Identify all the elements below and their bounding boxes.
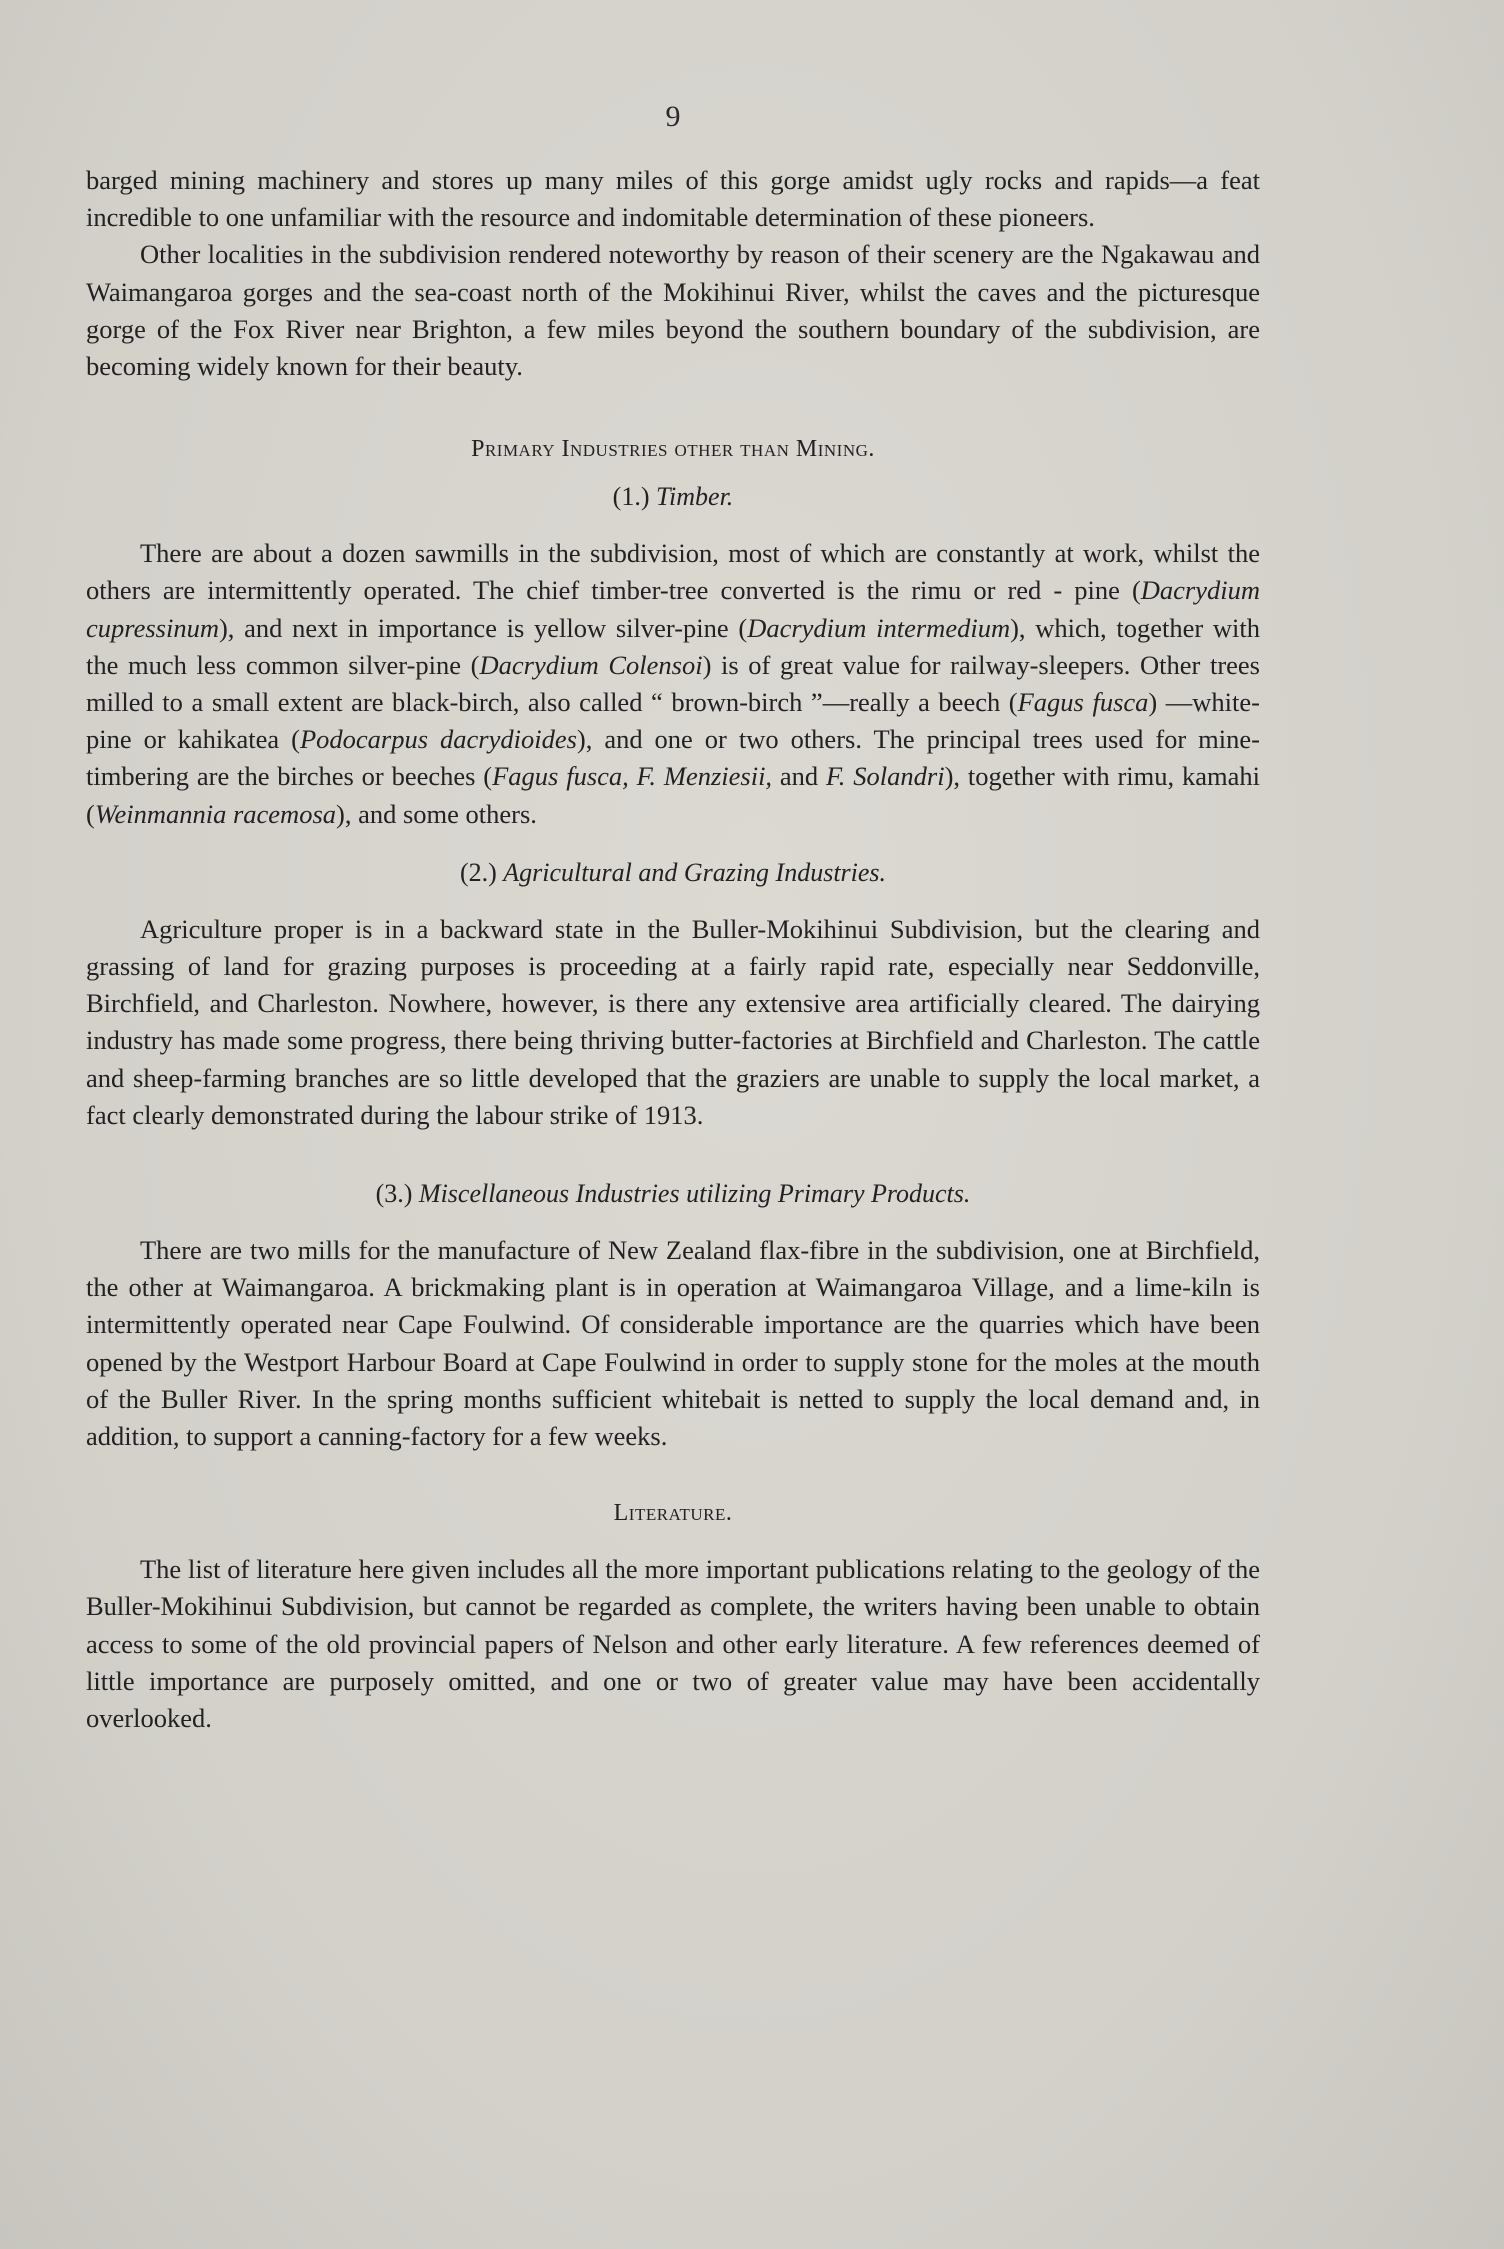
section-number: (3.) xyxy=(375,1179,413,1209)
page-number: 9 xyxy=(665,100,681,133)
species-name: Dacrydium cupressinum xyxy=(86,575,1260,643)
section-number: (1.) xyxy=(612,482,650,512)
paragraph-timber: There are about a dozen sawmills in the subdivision, most of which are constantly at work, whilst the others are intermittently operated. The chief timber-tree converted is the rimu or red - pine (Dacrydium cupressinum), and next in importance is yellow silver-pine (Dacrydium intermedium), which, together with the much less common silver-pine (Dacrydium Colensoi) is of great value for railway-sleepers. Other trees milled to a small extent are black-birch, also called “ brown-birch ”—really a beech (Fagus fusca) —white-pine or kahikatea (Podocarpus dacrydioides), and one or two others. The principal trees used for mine-timbering are the birches or beeches (Fagus fusca, F. Menziesii, and F. Solandri), together with rimu, kamahi (Weinmannia racemosa), and some others. xyxy=(86,538,1261,829)
section-title: Timber. xyxy=(656,482,734,512)
species-name: Fagus fusca xyxy=(1017,687,1149,718)
subheading-miscellaneous xyxy=(86,1176,1260,1212)
species-name: F. Solandri xyxy=(826,761,945,792)
species-name: Podocarpus dacrydioides xyxy=(299,724,577,755)
paragraph-scenery: Other localities in the subdivision rendered noteworthy by reason of their scenery are the Ngakawau and Waimangaroa gorges and the sea-coast north of the Mokihinui River, whilst the caves and the picturesque gorge of the Fox River near Brighton, a few miles beyond the southern boundary of the subdivision, are becoming widely known for their beauty. xyxy=(86,239,1260,382)
paragraph-miscellaneous: There are two mills for the manufacture of New Zealand flax-fibre in the subdivision, one at Birchfield, the other at Waimangaroa. A brickmaking plant is in operation at Waimangaroa Village, and a lime-kiln is intermittently operated near Cape Foulwind. Of considerable importance are the quarries which have been opened by the Westport Harbour Board at Cape Foulwind in order to supply stone for the moles at the mouth of the Buller River. In the spring months sufficient whitebait is netted to supply the local demand and, in addition, to support a canning-factory for a few weeks. xyxy=(86,1235,1260,1452)
species-name: Dacrydium intermedium xyxy=(747,612,1011,643)
section-title: Miscellaneous Industries utilizing Primary Products. xyxy=(418,1179,971,1209)
subheading-timber xyxy=(86,479,1260,515)
page-content xyxy=(86,100,1260,1737)
species-name: Dacrydium Colensoi xyxy=(479,649,703,680)
paragraph-literature: The list of literature here given includes all the more important publications relating to the geology of the Buller-Mokihinui Subdivision, but cannot be regarded as complete, the writers having been unable to obtain access to some of the old provincial papers of Nelson and other early literature. A few references deemed of little importance are purposely omitted, and one or two of greater value may have been accidentally overlooked. xyxy=(86,1554,1260,1734)
heading-literature: Literature. xyxy=(613,1500,733,1527)
paragraph-agricultural: Agriculture proper is in a backward state in the Buller-Mokihinui Subdivision, but the clearing and grassing of land for grazing purposes is proceeding at a fairly rapid rate, especially near Seddonville, Birchfield, and Charleston. Nowhere, however, is there any extensive area artificially cleared. The dairying industry has made some progress, there being thriving butter-factories at Birchfield and Charleston. The cattle and sheep-farming branches are so little developed that the graziers are unable to supply the local market, a fact clearly demonstrated during the labour strike of 1913. xyxy=(86,913,1260,1130)
section-number: (2.) xyxy=(459,857,497,887)
subheading-agricultural xyxy=(86,855,1260,891)
species-name: Weinmannia racemosa xyxy=(94,798,337,829)
paragraph-gorge-continuation: barged mining machinery and stores up many miles of this gorge amidst ugly rocks and rapids—a feat incredible to one unfamiliar with the resource and indomitable determination of these pioneers. xyxy=(86,165,1260,233)
heading-primary-industries: Primary Industries other than Mining. xyxy=(471,436,875,463)
section-title: Agricultural and Grazing Industries. xyxy=(503,857,887,887)
species-name: Fagus fusca, F. Menziesii, xyxy=(492,761,773,792)
